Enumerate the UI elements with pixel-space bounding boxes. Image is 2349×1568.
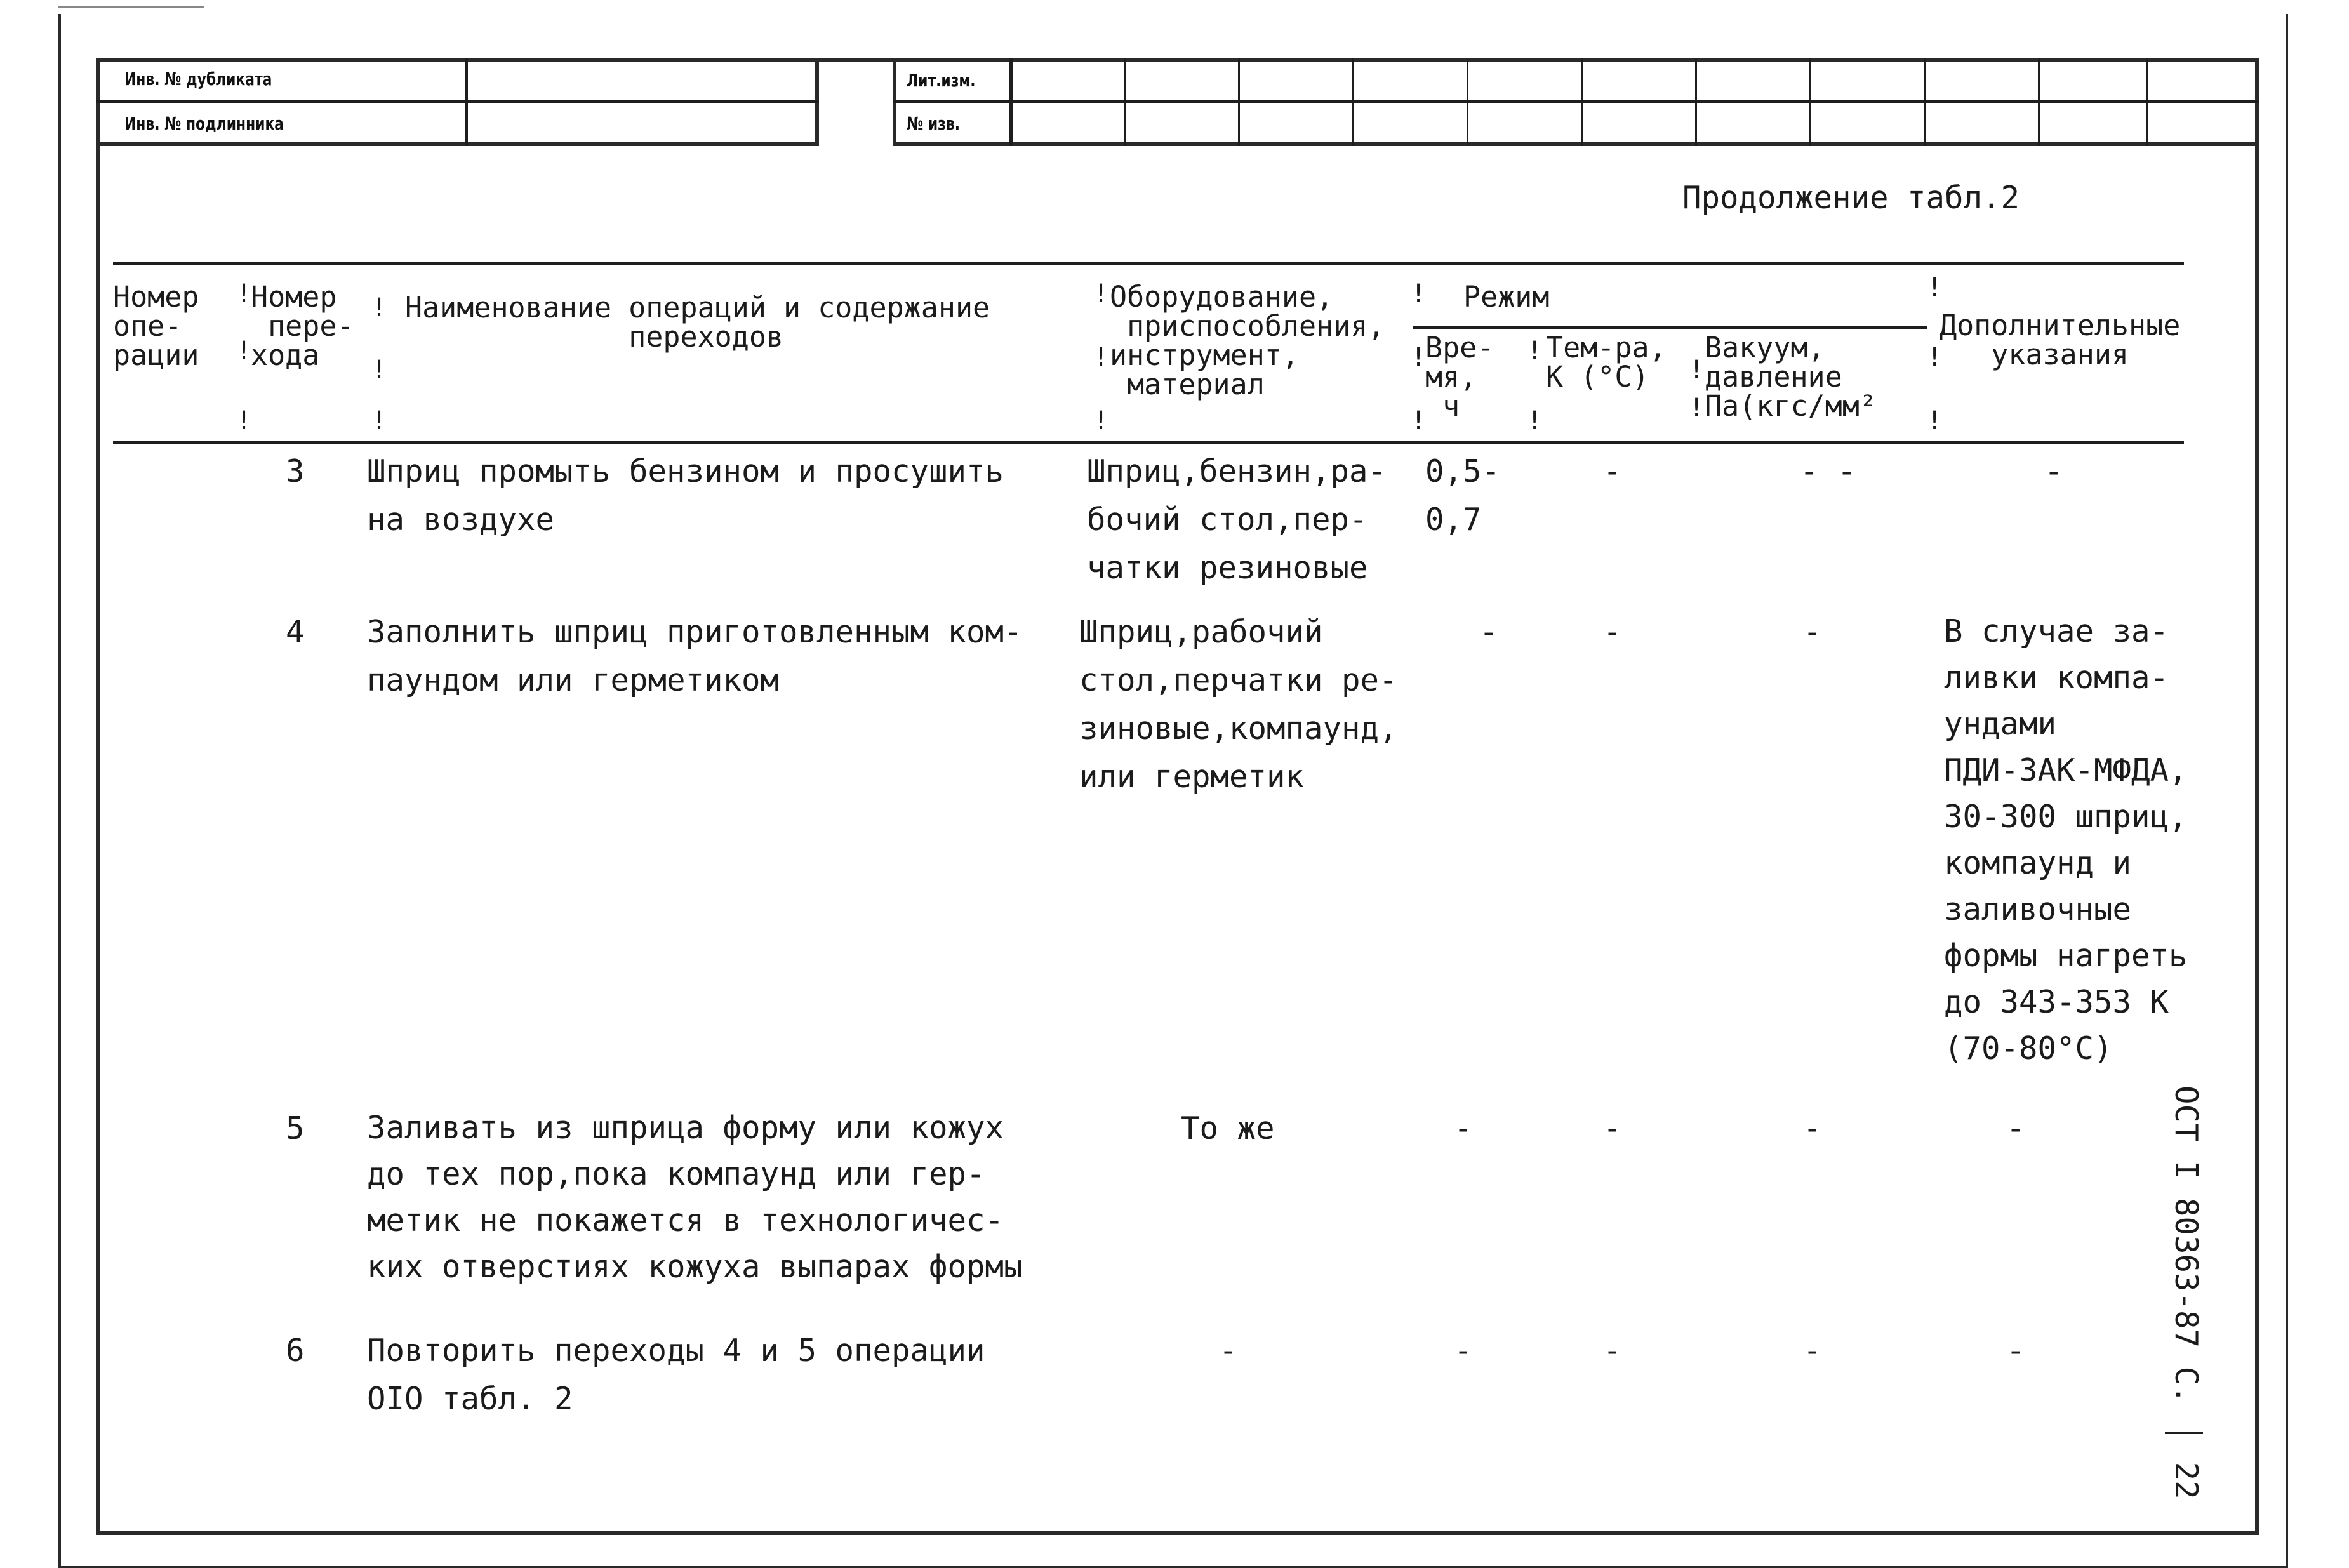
separator-mark: !	[1927, 273, 1943, 302]
side-stamp-text	[2164, 1086, 2208, 1498]
grid-divider	[1009, 58, 1013, 146]
separator-mark: !	[1411, 279, 1427, 309]
row-6-temp: -	[1603, 1332, 1622, 1369]
row-4-content: Заполнить шприц приготовленным ком- паундом или герметиком	[367, 614, 1023, 698]
header-op-num: Номер опе- рации	[113, 280, 199, 372]
separator-mark: !	[1411, 406, 1427, 435]
separator-mark: !	[371, 355, 387, 385]
row-3-vacuum: - -	[1800, 453, 1856, 489]
row-6-time: -	[1454, 1332, 1473, 1369]
side-stamp	[2164, 1086, 2208, 1498]
grid-divider	[1581, 58, 1583, 146]
grid-divider	[1695, 58, 1697, 146]
header-trans-num: Номер пере- хода	[251, 280, 354, 372]
page-number: 22	[2168, 1461, 2204, 1499]
separator-mark: !	[1689, 355, 1705, 385]
duplicate-label: Инв. № дубликата	[124, 69, 272, 90]
grid-divider	[1467, 58, 1468, 146]
standard-number: ОСТ I 80363-87	[2168, 1086, 2204, 1348]
row-4-vacuum: -	[1803, 614, 1822, 650]
row-4-equipment: Шприц,рабочий стол,перчатки ре- зиновые,компаунд, или герметик	[1079, 614, 1398, 795]
grid-divider	[2146, 58, 2148, 146]
separator-mark: !	[236, 336, 252, 366]
header-time: Вре- мя, ч	[1425, 331, 1494, 423]
row-3-temp: -	[1603, 453, 1622, 489]
row-3-equipment: Шприц,бензин,ра- бочий стол,пер- чатки резиновые	[1087, 453, 1387, 586]
separator-mark: !	[1527, 406, 1543, 435]
row-4-number: 4	[286, 614, 305, 650]
table-caption: Продолжение табл.2	[1682, 180, 2020, 216]
separator-mark: !	[1093, 343, 1109, 372]
stamp-divider	[465, 58, 468, 146]
row-6-number: 6	[286, 1332, 305, 1369]
row-6-content: Повторить переходы 4 и 5 операции ОIО табл. 2	[367, 1332, 985, 1417]
row-3-number: 3	[286, 453, 305, 489]
header-equipment: Оборудование, приспособления, инструмент, материал	[1110, 280, 1385, 401]
separator-mark: !	[1927, 406, 1943, 435]
mode-subrule	[1413, 326, 1927, 329]
grid-divider	[1809, 58, 1811, 146]
header-mode: Режим	[1463, 280, 1550, 314]
row-5-content: Заливать из шприца форму или кожух до тех пор,пока компаунд или гер- метик не покажется в технологичес- ких отверстиях кожуха выпарах формы	[367, 1110, 1023, 1285]
row-3-time: 0,5- 0,7	[1425, 453, 1501, 538]
separator-mark: !	[1093, 406, 1109, 435]
separator-mark: !	[1689, 394, 1705, 423]
row-5-extra: -	[2006, 1110, 2025, 1146]
grid-divider	[1352, 58, 1354, 146]
grid-divider	[893, 100, 2259, 103]
row-3-extra: -	[2044, 453, 2063, 489]
original-label: Инв. № подлинника	[124, 113, 284, 134]
header-name: Наименование операций и содержание переходов	[405, 291, 990, 354]
stamp-divider	[96, 100, 819, 103]
page-separator	[2166, 1432, 2204, 1434]
row-5-equipment: То же	[1181, 1110, 1275, 1146]
change-sheet-label: Лит.изм.	[907, 70, 976, 91]
separator-mark: !	[1411, 343, 1427, 372]
row-6-extra: -	[2006, 1332, 2025, 1369]
header-extra: Дополнительные указания	[1940, 309, 2181, 371]
top-mark	[58, 6, 204, 8]
row-5-number: 5	[286, 1110, 305, 1146]
separator-mark: !	[236, 406, 252, 435]
grid-divider	[1238, 58, 1240, 146]
row-5-time: -	[1454, 1110, 1473, 1146]
separator-mark: !	[1093, 279, 1109, 309]
separator-mark: !	[1927, 343, 1943, 372]
page-label: С.	[2168, 1366, 2204, 1404]
row-3-content: Шприц промыть бензином и просушить на воздухе	[367, 453, 1004, 538]
header-bottom-rule	[113, 441, 2184, 444]
grid-divider	[1124, 58, 1126, 146]
header-temp: Тем-ра, К (°С)	[1546, 331, 1667, 394]
row-4-temp: -	[1603, 614, 1622, 650]
separator-mark: !	[371, 293, 387, 322]
row-4-time: -	[1479, 614, 1498, 650]
row-6-vacuum: -	[1803, 1332, 1822, 1369]
grid-divider	[2038, 58, 2040, 146]
separator-mark: !	[1527, 336, 1543, 366]
row-5-temp: -	[1603, 1110, 1622, 1146]
row-5-vacuum: -	[1803, 1110, 1822, 1146]
row-6-equipment: -	[1219, 1332, 1238, 1369]
separator-mark: !	[236, 279, 252, 309]
separator-mark: !	[371, 406, 387, 435]
header-top-rule	[113, 262, 2184, 265]
row-4-extra: В случае за- ливки компа- ундами ПДИ-ЗАК-МФДА, 30-300 шприц, компаунд и заливочные формы нагреть до 343-353 К (70-80°С)	[1944, 613, 2188, 1066]
grid-divider	[1924, 58, 1926, 146]
doc-number-label: № изв.	[907, 113, 960, 134]
header-vacuum: Вакуум, давление Па(кгс/мм²	[1705, 331, 1877, 423]
